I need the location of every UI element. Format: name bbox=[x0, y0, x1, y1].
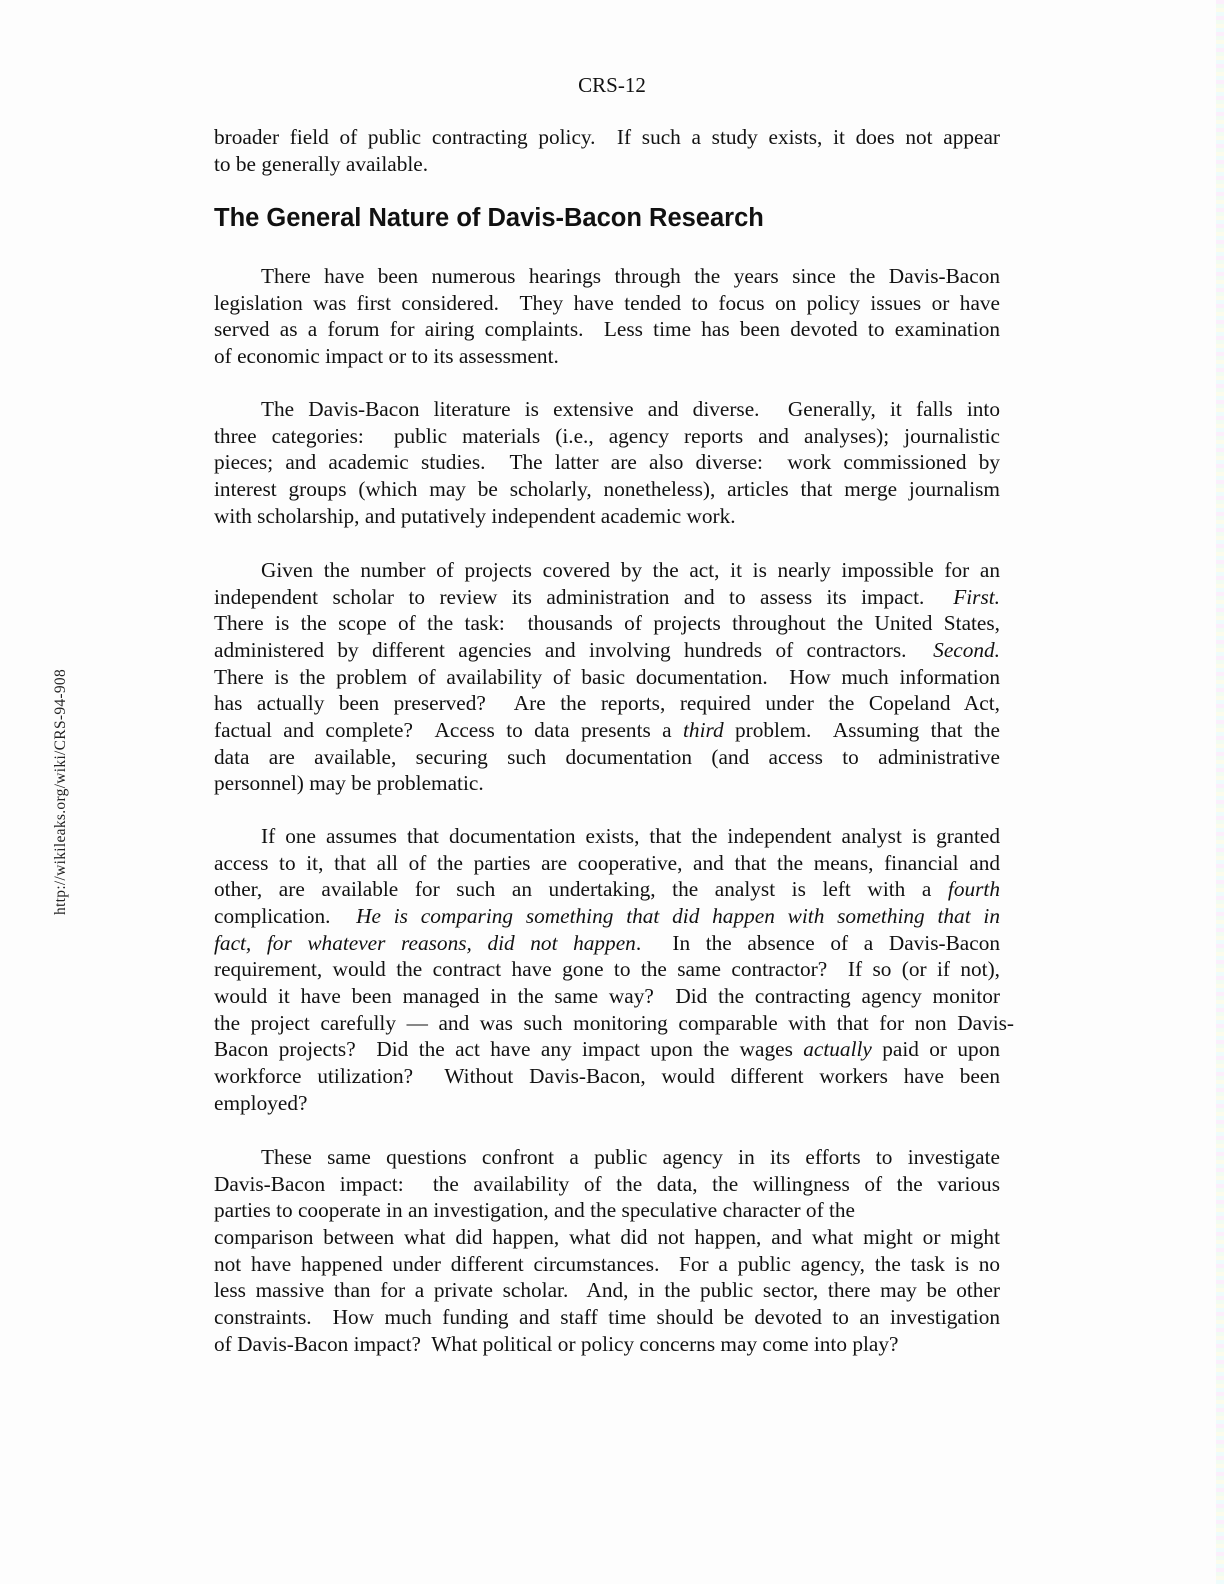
text-line bbox=[214, 664, 1000, 691]
page-number: CRS-12 bbox=[578, 73, 646, 97]
italic-emphasis: third bbox=[683, 717, 724, 742]
text-line bbox=[214, 1197, 1000, 1224]
text-segment: has actually been preserved? Are the reports, required under the Copeland Act, bbox=[214, 691, 1000, 716]
text-segment: Bacon projects? Did the act have any impact upon the wages bbox=[214, 1037, 804, 1062]
text-segment: other, are available for such an undertaking, the analyst is left with a bbox=[214, 877, 948, 902]
italic-emphasis: Second. bbox=[933, 638, 1000, 662]
text-segment: The Davis-Bacon literature is extensive and diverse. Generally, it falls into bbox=[261, 397, 1000, 421]
text-segment: If one assumes that documentation exists, that the independent analyst is granted bbox=[261, 824, 1000, 848]
text-segment: problem. Assuming that the bbox=[723, 717, 1000, 742]
text-line bbox=[214, 610, 1000, 637]
text-segment: independent scholar to review its administration and to assess its impact. bbox=[214, 584, 954, 609]
text-segment: to be generally available. bbox=[214, 151, 429, 176]
text-line bbox=[214, 1010, 1014, 1037]
text-line bbox=[214, 1036, 1000, 1063]
text-line bbox=[214, 956, 1000, 983]
text-line bbox=[214, 983, 1000, 1010]
text-line bbox=[214, 930, 1000, 957]
text-line bbox=[214, 1277, 1000, 1304]
text-line bbox=[261, 823, 1000, 850]
text-line bbox=[261, 557, 1000, 584]
text-line bbox=[214, 151, 1000, 178]
text-line bbox=[214, 503, 1000, 530]
text-segment: paid or upon bbox=[871, 1037, 1000, 1062]
text-line bbox=[214, 423, 1000, 450]
text-segment: access to it, that all of the parties are cooperative, and that the means, financial and bbox=[214, 850, 1000, 875]
text-segment: data are available, securing such documentation (and access to administrative bbox=[214, 744, 1000, 769]
text-line bbox=[214, 316, 1000, 343]
text-segment: broader field of public contracting policy. If such a study exists, it does not appear bbox=[214, 125, 1000, 149]
text-line bbox=[214, 850, 1000, 877]
text-segment: not have happened under different circumstances. For a public agency, the task is no bbox=[214, 1251, 1000, 1276]
text-line bbox=[214, 449, 1000, 476]
text-line bbox=[214, 903, 1000, 930]
text-segment: legislation was first considered. They have tended to focus on policy issues or have bbox=[214, 290, 1000, 315]
text-segment: three categories: public materials (i.e., agency reports and analyses); journalistic bbox=[214, 423, 1000, 448]
text-segment: requirement, would the contract have gone to the same contractor? If so (or if not), bbox=[214, 957, 1000, 982]
text-segment: There is the scope of the task: thousands of projects throughout the United States, bbox=[214, 611, 1000, 636]
text-segment: workforce utilization? Without Davis-Bacon, would different workers have been bbox=[214, 1063, 1000, 1088]
text-segment: personnel) may be problematic. bbox=[214, 771, 484, 796]
text-line bbox=[214, 476, 1000, 503]
text-segment: less massive than for a private scholar. And, in the public sector, there may be other bbox=[214, 1278, 1000, 1303]
text-segment: interest groups (which may be scholarly, nonetheless), articles that merge journalism bbox=[214, 476, 1000, 501]
text-segment: would it have been managed in the same way? Did the contracting agency monitor bbox=[214, 983, 1000, 1008]
text-line bbox=[214, 690, 1000, 717]
text-segment: . In the absence of a Davis-Bacon bbox=[635, 930, 1000, 955]
italic-emphasis: fourth bbox=[947, 877, 1000, 902]
text-segment: constraints. How much funding and staff time should be devoted to an investigation bbox=[214, 1304, 1000, 1329]
text-segment: of economic impact or to its assessment. bbox=[214, 343, 559, 368]
text-segment: Davis-Bacon impact: the availability of the data, the willingness of the various bbox=[214, 1171, 1000, 1196]
text-line bbox=[214, 744, 1000, 771]
italic-emphasis: He is comparing something that did happen with something that in bbox=[356, 904, 1000, 928]
text-segment: complication. bbox=[214, 904, 357, 928]
italic-emphasis: fact, for whatever reasons, did not happen bbox=[214, 930, 636, 955]
text-segment: employed? bbox=[214, 1090, 308, 1115]
text-line bbox=[214, 770, 1000, 797]
text-segment: with scholarship, and putatively independent academic work. bbox=[214, 503, 736, 528]
text-line bbox=[214, 876, 1000, 903]
text-segment: Given the number of projects covered by the act, it is nearly impossible for an bbox=[261, 558, 1000, 582]
text-line bbox=[214, 717, 1000, 744]
text-line bbox=[214, 290, 1000, 317]
italic-emphasis: actually bbox=[803, 1037, 872, 1062]
text-line bbox=[261, 396, 1000, 423]
text-line bbox=[214, 1331, 1000, 1358]
text-line bbox=[214, 124, 1000, 151]
text-line bbox=[214, 1090, 1000, 1117]
text-segment: These same questions confront a public agency in its efforts to investigate bbox=[261, 1145, 1000, 1169]
text-segment: pieces; and academic studies. The latter are also diverse: work commissioned by bbox=[214, 450, 1000, 475]
text-segment: the project carefully — and was such monitoring comparable with that for non Davis- bbox=[214, 1010, 1014, 1035]
text-segment: of Davis-Bacon impact? What political or policy concerns may come into play? bbox=[214, 1331, 899, 1356]
text-line bbox=[261, 1144, 1000, 1171]
text-line bbox=[214, 343, 1000, 370]
text-line bbox=[214, 1224, 1000, 1251]
text-line bbox=[214, 584, 1000, 611]
text-line bbox=[214, 1251, 1000, 1278]
scan-edge-artifact bbox=[1216, 0, 1224, 1584]
text-line bbox=[214, 1171, 1000, 1198]
text-segment: parties to cooperate in an investigation, and the speculative character of the bbox=[214, 1198, 856, 1223]
text-line bbox=[214, 1063, 1000, 1090]
text-line bbox=[214, 637, 1000, 664]
italic-emphasis: First. bbox=[953, 584, 1000, 609]
text-segment: There have been numerous hearings through the years since the Davis-Bacon bbox=[261, 264, 1000, 288]
text-segment: factual and complete? Access to data presents a bbox=[214, 717, 683, 742]
text-segment: served as a forum for airing complaints. Less time has been devoted to examination bbox=[214, 317, 1000, 342]
side-url-watermark: http://wikileaks.org/wiki/CRS-94-908 bbox=[52, 668, 69, 915]
text-line bbox=[261, 263, 1000, 290]
text-segment: There is the problem of availability of basic documentation. How much information bbox=[214, 664, 1000, 689]
text-segment: comparison between what did happen, what did not happen, and what might or might bbox=[214, 1225, 1000, 1249]
text-line bbox=[214, 1304, 1000, 1331]
text-segment: administered by different agencies and involving hundreds of contractors. bbox=[214, 638, 934, 662]
section-heading: The General Nature of Davis-Bacon Research bbox=[214, 204, 764, 232]
